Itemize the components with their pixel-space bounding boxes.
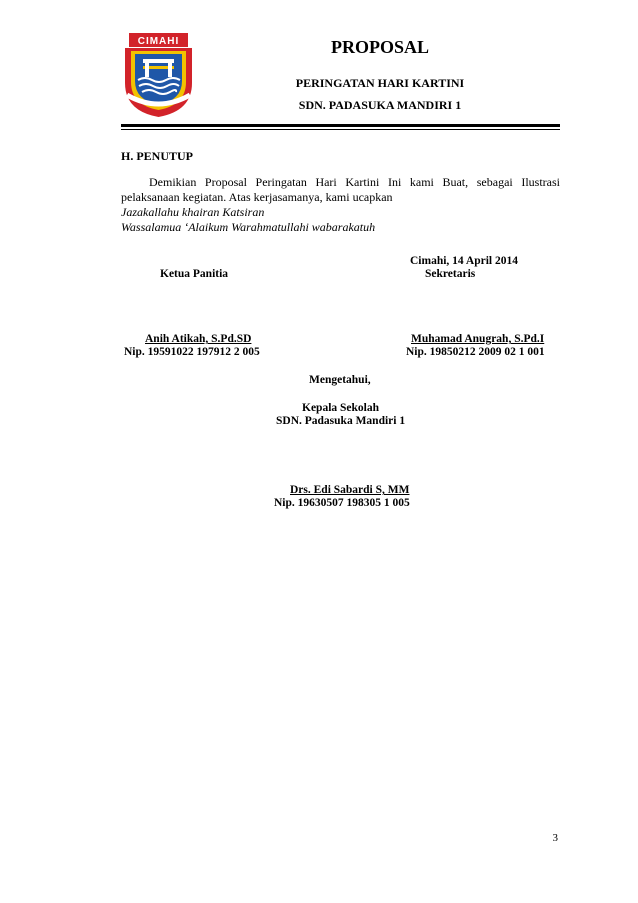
section-heading: H. PENUTUP	[121, 149, 193, 163]
closing-paragraph: Demikian Proposal Peringatan Hari Kartini Ini kami Buat, sebagai Ilustrasi pelaksanaan kegiatan. Atas kerjasamanya, kami ucapkan	[121, 175, 560, 204]
head-school: SDN. Padasuka Mandiri 1	[276, 415, 406, 427]
left-signer-name: Anih Atikah, S.Pd.SD	[145, 333, 252, 345]
right-signer-nip: Nip. 19850212 2009 02 1 001	[406, 346, 545, 358]
proposal-subtitle-event: PERINGATAN HARI KARTINI	[295, 76, 465, 90]
acknowledged-label: Mengetahui,	[309, 374, 371, 386]
left-role: Ketua Panitia	[160, 268, 229, 280]
page-number: 3	[552, 832, 558, 844]
right-signer-name: Muhamad Anugrah, S.Pd.I	[411, 333, 545, 345]
head-role: Kepala Sekolah	[302, 402, 380, 414]
head-signer-name: Drs. Edi Sabardi S, MM	[290, 484, 410, 496]
place-date: Cimahi, 14 April 2014	[410, 255, 518, 267]
closing-line-2: Wassalamua ‘Alaikum Warahmatullahi wabarakatuh	[121, 220, 376, 234]
cimahi-emblem-logo	[121, 33, 196, 118]
right-role: Sekretaris	[425, 268, 476, 280]
logo-text: CIMAHI	[137, 36, 180, 47]
closing-line-1: Jazakallahu khairan Katsiran	[121, 205, 265, 219]
header-rule-thick	[121, 124, 560, 127]
header-rule-thin	[121, 129, 560, 130]
proposal-subtitle-school: SDN. PADASUKA MANDIRI 1	[298, 98, 462, 112]
head-signer-nip: Nip. 19630507 198305 1 005	[274, 497, 410, 509]
left-signer-nip: Nip. 19591022 197912 2 005	[124, 346, 260, 358]
proposal-title: PROPOSAL	[330, 37, 429, 57]
